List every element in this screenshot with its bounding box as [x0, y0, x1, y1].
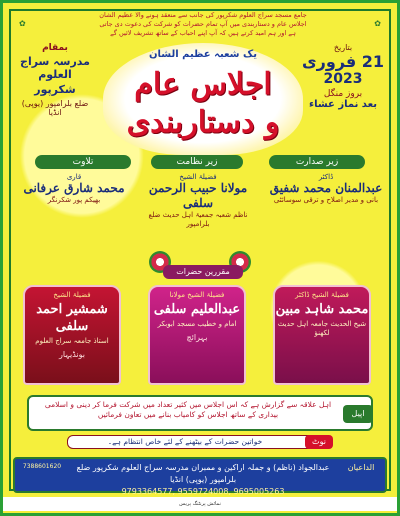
guest-desc: شیخ الحدیث جامعہ اہل حدیث لکھنؤ — [277, 320, 367, 337]
guest-name: عبدالعلیم سلفی — [153, 302, 241, 317]
venue-block — [15, 43, 95, 155]
guest-title: فضیلۃ الشیخ مولانا — [169, 291, 225, 299]
note-text: خواتین حضرات کے بیٹھنے کے لئے خاص انتظام ہے۔ — [107, 437, 263, 446]
guest-name: شمشیر احمد سلفی — [36, 302, 108, 334]
appeal-box — [27, 395, 373, 431]
guest-card — [23, 285, 121, 385]
supervisor-desc: ناظم شعبہ جمعیۃ اہل حدیث ضلع بلرامپور — [148, 211, 248, 228]
note-box — [67, 435, 333, 449]
venue-place: شکرپور — [34, 83, 76, 96]
footer-bar — [13, 457, 387, 496]
officials-row — [15, 173, 385, 253]
guest-place: بونڈیہار — [59, 350, 85, 359]
star-ornament: ✿ — [19, 19, 26, 28]
hero-title-block — [103, 43, 303, 155]
top-note: جامع مسجد سراج العلوم شکرپور کی جانب سے منعقد ہونے والا عظیم الشان اجلاس عام و دستاربندی میں آپ تمام حضرات کو شرکت کی دعوت دی جاتی ہے اور ہم امید کرتے ہیں کہ آپ اپنے احباب کے ساتھ تشریف لائیں گے — [99, 11, 307, 37]
inviters-phones: 9793364577, 9559724008, 9695005263 — [121, 487, 285, 496]
reciter-desc: بھیکم پور شکرنگر — [47, 196, 101, 204]
reciter-card — [15, 173, 133, 205]
ribbon-supervision: زیر نظامت — [151, 155, 243, 169]
inviters-text — [69, 462, 337, 498]
hero-title-line2: و دستاربندی — [126, 105, 280, 140]
reciter-title: قاری — [66, 173, 82, 181]
president-name: عبدالمنان محمد شفیق — [269, 181, 383, 195]
reciter-name: محمد شارق عرفانی — [23, 181, 125, 195]
printer-contact: 7388601620 — [22, 463, 62, 470]
guest-title: فضیلۃ الشیخ — [53, 291, 91, 299]
inviters-names: عبدالجواد (ناظم) و جملہ اراکین و ممبران مدرسہ سراج العلوم شکرپور ضلع بلرامپور (یوپی) انڈیا — [76, 463, 330, 484]
appeal-text: اہل علاقہ سے گزارش ہے کہ اس اجلاس میں کثیر تعداد میں شرکت فرما کر دینی و اسلامی بیداری کے ساتھ اجلاس کو کامیاب بنانے میں تعاون فرمائیں — [44, 400, 332, 419]
event-year: 2023 — [323, 71, 363, 87]
supervisor-title: فضیلۃ الشیخ — [179, 173, 217, 181]
guest-title: فضیلۃ الشیخ ڈاکٹر — [295, 291, 349, 299]
president-card — [267, 173, 385, 205]
appeal-tag: اپیل — [343, 405, 373, 423]
guest-name: محمد شاہد مبین — [275, 302, 369, 317]
guest-card — [273, 285, 371, 385]
section-headers — [15, 155, 385, 171]
venue-district: ضلع بلرامپور (یوپی) انڈیا — [21, 99, 89, 117]
event-date: 21 فروری — [301, 52, 385, 71]
guest-place: بہرائچ — [186, 333, 208, 342]
note-tag: نوٹ — [305, 435, 333, 449]
date-label: بتاریخ — [333, 43, 353, 52]
president-title: ڈاکٹر — [318, 173, 334, 181]
inviters-label: الداعیان — [347, 463, 375, 472]
venue-name: مدرسہ سراج العلوم — [20, 55, 90, 81]
guests-header: مقررین حضرات — [163, 265, 243, 279]
president-desc: بانی و مدیر اصلاح و ترقی سوسائٹی — [273, 196, 379, 204]
star-ornament: ✿ — [374, 19, 381, 28]
event-day: بروز منگل — [323, 89, 363, 99]
schedule-block — [301, 43, 385, 155]
supervisor-card — [139, 173, 257, 229]
ribbon-recitation: تلاوت — [35, 155, 131, 169]
supervisor-name: مولانا حبیب الرحمن سلفی — [148, 181, 248, 210]
event-time: بعد نماز عشاء — [309, 99, 377, 110]
ribbon-presidency: زیر صدارت — [269, 155, 365, 169]
hero-title-line1: اجلاس عام — [134, 67, 272, 102]
guest-card — [148, 285, 246, 385]
guest-desc: استاذ جامعہ سراج العلوم — [35, 337, 109, 345]
printer-credit: نمائش پرنٹنگ پریس — [3, 497, 397, 511]
venue-label: بمقام — [42, 43, 68, 53]
hero-subtitle: یک شعبہ عظیم الشان — [148, 49, 257, 60]
guest-desc: امام و خطیب مسجد ابوبکر — [157, 320, 237, 328]
